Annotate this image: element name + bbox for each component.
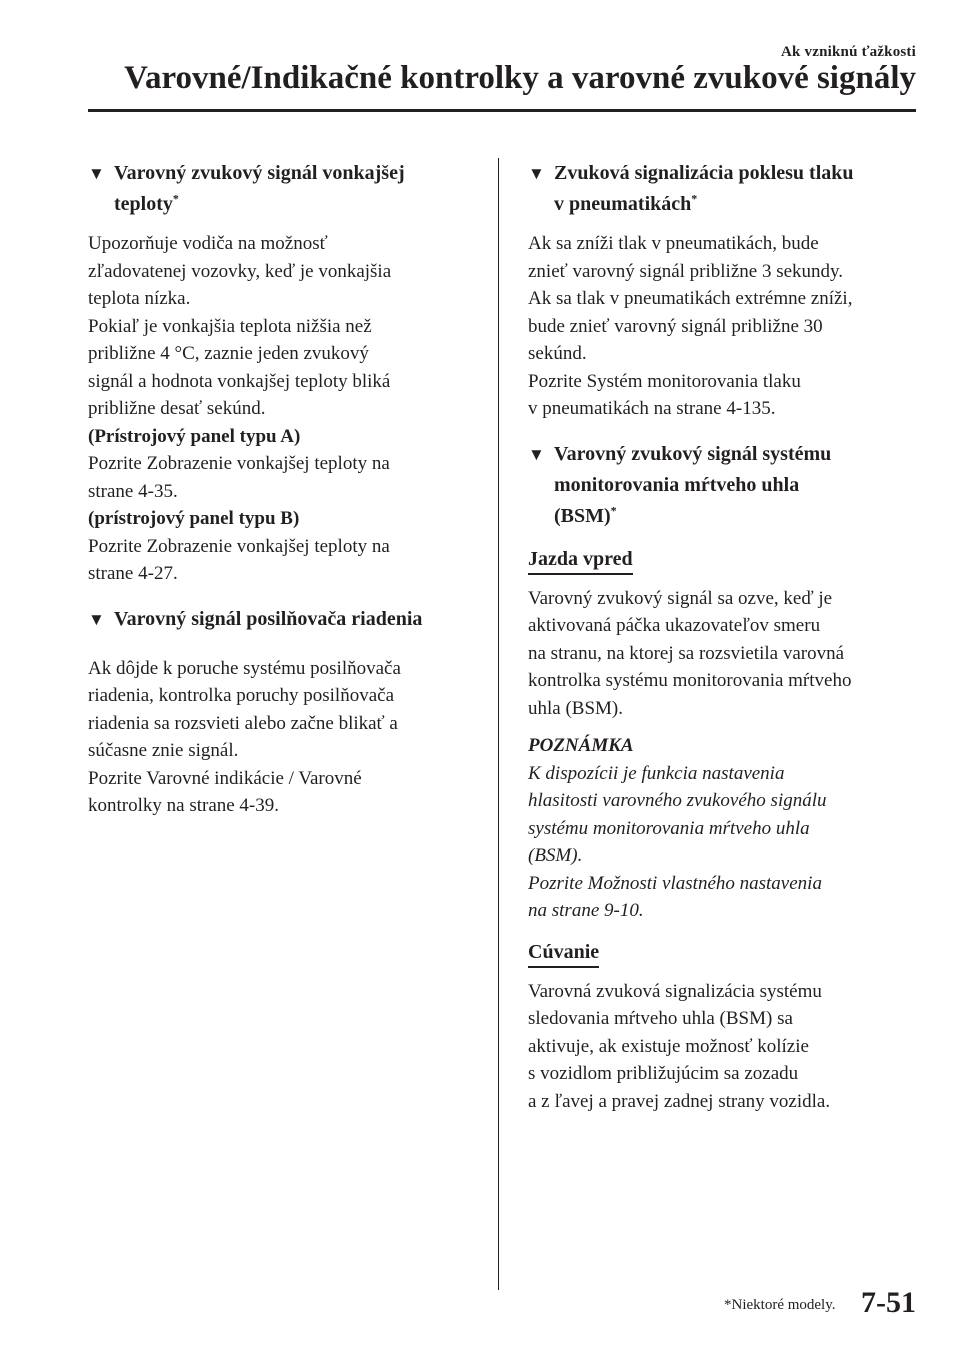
left-column [88,158,480,820]
section-heading-power-steering [88,604,480,635]
text-line: strane 4-35. [88,480,178,502]
note-line: (BSM). [528,845,583,866]
section-heading-outside-temp [88,158,480,220]
column-divider [498,158,499,1290]
text-line: Pozrite Zobrazenie vonkajšej teploty na [88,535,390,557]
paragraph [88,230,480,588]
note-line: K dispozícii je funkcia nastavenia [528,762,785,784]
footnote-marker: * [691,191,698,206]
text-line: sekúnd. [528,343,587,364]
note-line: na strane 9-10. [528,900,644,921]
text-line: kontrolky na strane 4-39. [88,795,280,816]
chapter-title: Varovné/Indikačné kontrolky a varovné zvukové signály [124,60,916,96]
subheading-forward: Jazda vpred [528,546,633,575]
heading-line: Varovný zvukový signál vonkajšej [114,162,405,184]
triangle-down-icon: ▼ [88,164,105,183]
footnote: *Niektoré modely. [724,1297,836,1313]
paragraph [528,230,920,423]
heading-line: Zvuková signalizácia poklesu tlaku [554,162,854,184]
right-column [528,158,920,1115]
text-line: na stranu, na ktorej sa rozsvietila varovná [528,642,845,664]
header-rule [88,109,916,112]
text-line: signál a hodnota vonkajšej teploty bliká [88,370,391,392]
subheading-reverse: Cúvanie [528,939,599,968]
text-line: znieť varovný signál približne 3 sekundy. [528,260,844,282]
text-line: Pokiaľ je vonkajšia teplota nižšia než [88,315,372,337]
text-line: Upozorňuje vodiča na možnosť [88,233,328,254]
text-line: Ak dôjde k poruche systému posilňovača [88,657,401,679]
triangle-down-icon: ▼ [528,164,545,183]
text-line: Ak sa tlak v pneumatikách extrémne zníži, [528,288,853,309]
triangle-down-icon: ▼ [88,609,105,629]
text-line: s vozidlom približujúcim sa zozadu [528,1063,799,1084]
heading-line: Varovný zvukový signál systému [554,442,832,465]
heading-line: (BSM) [554,504,611,527]
text-line: uhla (BSM). [528,697,623,719]
text-line: riadenia sa rozsvieti alebo začne blikať a [88,712,398,734]
text-line: aktivuje, ak existuje možnosť kolízie [528,1035,809,1057]
text-line: Ak sa zníži tlak v pneumatikách, bude [528,233,819,254]
text-line: riadenia, kontrolka poruchy posilňovača [88,685,395,706]
footnote-marker: * [610,502,617,517]
text-line: teplota nízka. [88,288,191,309]
note-label: POZNÁMKA [528,735,634,756]
note-line: hlasitosti varovného zvukového signálu [528,790,827,811]
text-line: približne desať sekúnd. [88,398,266,419]
text-line: kontrolka systému monitorovania mŕtveho [528,670,852,691]
text-line: bude znieť varovný signál približne 30 [528,315,823,337]
text-line: súčasne znie signál. [88,740,239,761]
panel-b-label: (prístrojový panel typu B) [88,508,300,529]
text-line: v pneumatikách na strane 4-135. [528,398,776,419]
text-line: aktivovaná páčka ukazovateľov smeru [528,615,821,636]
text-line: Pozrite Systém monitorovania tlaku [528,370,801,392]
text-line: Varovný zvukový signál sa ozve, keď je [528,587,833,609]
panel-a-label: (Prístrojový panel typu A) [88,425,301,447]
running-head: Ak vzniknú ťažkosti [781,44,916,60]
paragraph [88,655,480,820]
text-line: strane 4-27. [88,563,178,584]
footnote-marker: * [172,191,179,206]
text-line: Pozrite Zobrazenie vonkajšej teploty na [88,453,390,474]
heading-line: v pneumatikách [554,193,692,215]
heading-line: teploty [114,193,173,215]
text-line: a z ľavej a pravej zadnej strany vozidla. [528,1090,831,1112]
text-line: Varovná zvuková signalizácia systému [528,980,822,1002]
triangle-down-icon: ▼ [528,444,545,464]
section-heading-tire-pressure [528,158,920,220]
paragraph [528,978,920,1116]
note-block [528,732,920,925]
text-line: zľadovatenej vozovky, keď je vonkajšia [88,260,392,282]
note-line: systému monitorovania mŕtveho uhla [528,817,810,839]
page-number: 7-51 [861,1286,916,1319]
heading-line: monitorovania mŕtveho uhla [554,473,800,496]
section-heading-bsm [528,439,920,532]
text-line: sledovania mŕtveho uhla (BSM) sa [528,1008,793,1029]
heading-line: Varovný signál posilňovača riadenia [114,607,423,630]
paragraph [528,585,920,723]
note-line: Pozrite Možnosti vlastného nastavenia [528,872,822,894]
text-line: Pozrite Varovné indikácie / Varovné [88,767,362,789]
text-line: približne 4 °C, zaznie jeden zvukový [88,343,369,364]
